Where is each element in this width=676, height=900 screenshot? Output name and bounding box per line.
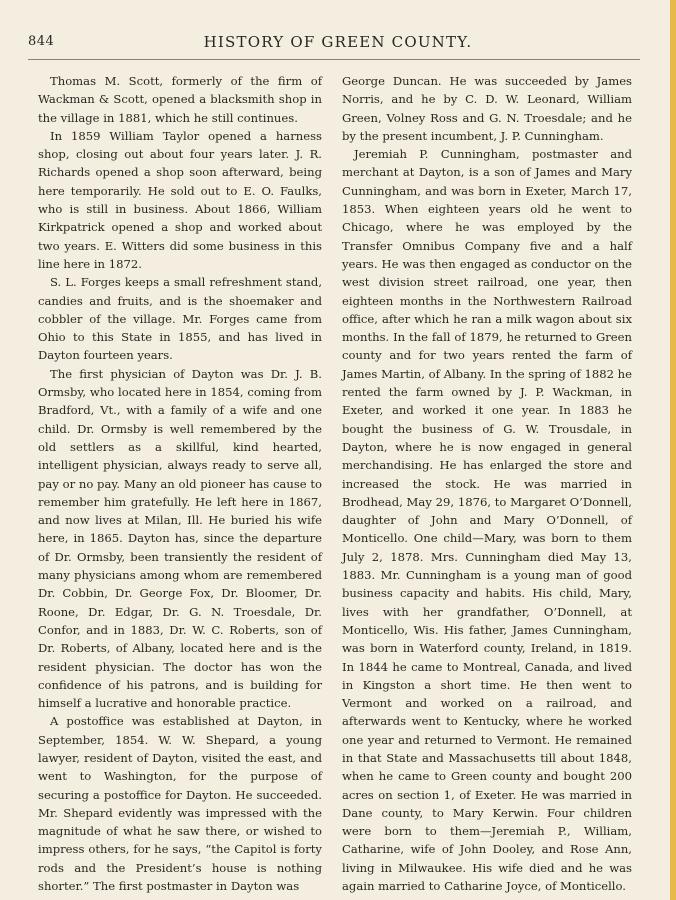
page-number: 844 xyxy=(28,34,55,49)
left-column xyxy=(38,72,322,895)
right-column xyxy=(342,72,632,895)
paragraph-postmasters: George Duncan. He was succeeded by James Norris, and he by C. D. W. Leonard, William Green, Volney Ross and G. N. Troesdale; and he by the present incumbent, J. P. Cunningham. xyxy=(342,74,632,143)
paragraph-physicians: The first physician of Dayton was Dr. J. B. Ormsby, who located here in 1854, coming from Bradford, Vt., with a family of a wife and one child. Dr. Ormsby is well remembered by the old settlers as a skillful, kind hearted, intelligent physician, always ready to serve all, pay or no pay. Many an old pioneer has cause to remember him gratefully. He left here in 1867, and now lives at Milan, Ill. He buried his wife here, in 1865. Dayton has, since the departure of Dr. Ormsby, been transiently the resident of many physicians among whom are remembered Dr. Cobbin, Dr. George Fox, Dr. Bloomer, Dr. Roone, Dr. Edgar, Dr. G. N. Troesdale, Dr. Confor, and in 1883, Dr. W. C. Roberts, son of Dr. Roberts, of Albany, located here and is the resident physician. The doctor has won the confidence of his patrons, and is building for himself a lucrative and honorable practice. xyxy=(38,366,322,711)
running-title: HISTORY OF GREEN COUNTY. xyxy=(203,33,473,51)
paragraph-postoffice: A postoffice was established at Dayton, in September, 1854. W. W. Shepard, a young lawyer, resident of Dayton, visited the east, and went to Washington, for the purpose of securing a postoffice for Dayton. He succeeded. Mr. Shepard evidently was impressed with the magnitude of what he saw there, or wished to impress others, for he says, “the Capitol is forty rods and the President’s house is nothing shorter.” The first postmaster in Dayton was xyxy=(38,714,322,894)
paragraph-blacksmith: Thomas M. Scott, formerly of the firm of Wackman & Scott, opened a blacksmith shop in the village in 1881, which he still continues. xyxy=(38,74,322,125)
paragraph-forges: S. L. Forges keeps a small refreshment stand, candies and fruits, and is the shoemaker and cobbler of the village. Mr. Forges came from Ohio to this State in 1855, and has lived in Dayton fourteen years. xyxy=(38,275,322,363)
page-edge-bar xyxy=(670,0,676,900)
paragraph-harness-shops: In 1859 William Taylor opened a harness shop, closing out about four years later. J. R. Richards opened a shop soon afterward, being here temporarily. He sold out to E. O. Faulks, who is still in business. About 1866, William Kirkpatrick opened a shop and worked about two years. E. Witters did some business in this line here in 1872. xyxy=(38,128,322,271)
paragraph-cunningham-biography: Jeremiah P. Cunningham, postmaster and merchant at Dayton, is a son of James and Mary Cunningham, and was born in Exeter, March 17, 1853. When eighteen years old he went to Chicago, where he was employed by the Transfer Omnibus Company five and a half years. He was then engaged as conductor on the west division street railroad, one year, then eighteen months in the Northwestern Railroad office, after which he ran a milk wagon about six months. In the fall of 1879, he returned to Green county and for two years rented the farm of James Martin, of Albany. In the spring of 1882 he rented the farm owned by J. P. Wackman, in Exeter, and worked it one year. In 1883 he bought the business of G. W. Trousdale, in Dayton, where he is now engaged in general merchandising. He has enlarged the store and increased the stock. He was married in Brodhead, May 29, 1876, to Margaret O’Donnell, daughter of John and Mary O’Donnell, of Monticello. One child—Mary, was born to them July 2, 1878. Mrs. Cunningham died May 13, 1883. Mr. Cunningham is a young man of good business capacity and habits. His child, Mary, lives with her grandfather, O’Donnell, at Monticello, Wis. His father, James Cunningham, was born in Waterford county, Ireland, in 1819. In 1844 he came to Montreal, Canada, and lived in Kingston a short time. He then went to Vermont and worked on a railroad, and afterwards went to Kentucky, where he worked one year and returned to Vermont. He remained in that State and Massachusetts till about 1848, when he came to Green county and bought 200 acres on section 1, of Exeter. He was married in Dane county, to Mary Kerwin. Four children were born to them—Jeremiah P., William, Catharine, wife of John Dooley, and Rose Ann, living in Milwaukee. His wife died and he was again married to Catharine Joyce, of Monticello. xyxy=(342,147,632,894)
header-rule xyxy=(28,59,640,60)
